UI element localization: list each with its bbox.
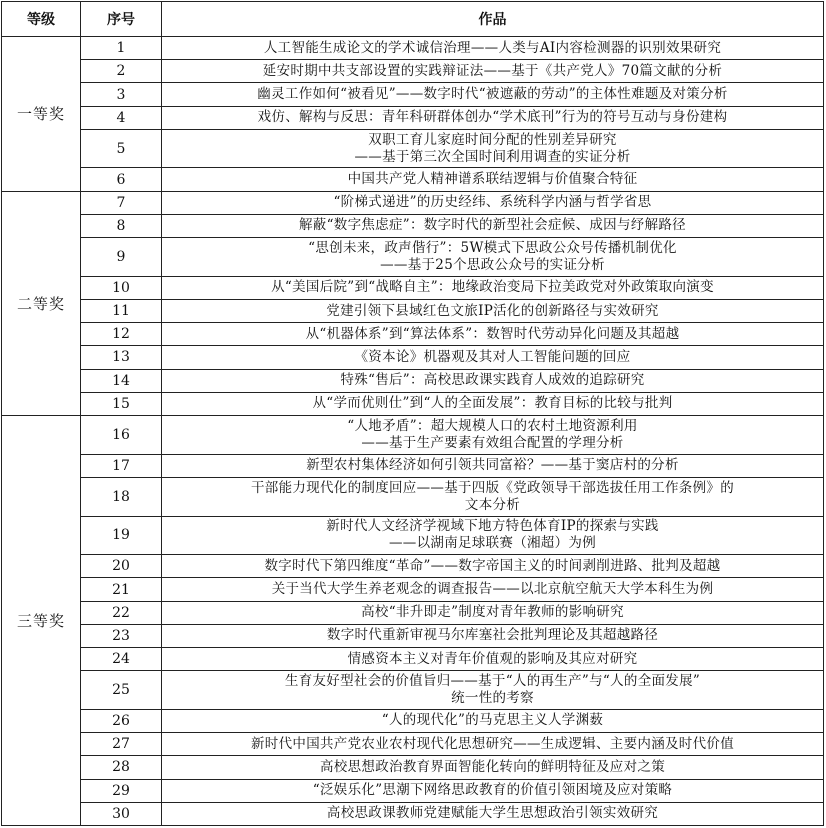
work-title-cell <box>162 624 824 647</box>
table-row <box>2 106 824 129</box>
work-title-line: ——基于生产要素有效组合配置的学理分析 <box>361 434 624 451</box>
work-title-line: 解蔽“数字焦虑症”：数字时代的新型社会症候、成因与纾解路径 <box>298 217 686 234</box>
work-title-cell <box>162 709 824 732</box>
number-cell: 2 <box>81 60 162 83</box>
table-row <box>2 238 824 277</box>
work-title-line: “人地矛盾”：超大规模人口的农村土地资源利用 <box>347 417 638 434</box>
number-cell: 23 <box>81 624 162 647</box>
number-cell: 1 <box>81 37 162 60</box>
work-title-cell <box>162 37 824 60</box>
number-cell: 9 <box>81 238 162 277</box>
number-cell: 27 <box>81 733 162 756</box>
work-title-cell <box>162 392 824 415</box>
awards-table <box>1 1 824 826</box>
table-row <box>2 299 824 322</box>
table-row <box>2 83 824 106</box>
table-row <box>2 191 824 214</box>
number-cell: 17 <box>81 454 162 477</box>
work-title-cell <box>162 671 824 710</box>
table-row <box>2 346 824 369</box>
work-title-line: 新时代中国共产党农业农村现代化思想研究——生成逻辑、主要内涵及时代价值 <box>251 735 734 752</box>
number-cell: 24 <box>81 648 162 671</box>
table-row <box>2 756 824 779</box>
number-cell: 21 <box>81 578 162 601</box>
table-row <box>2 37 824 60</box>
work-title-line: “思创未来，政声偕行”：5W模式下思政公众号传播机制优化 <box>308 239 677 256</box>
work-title-cell <box>162 601 824 624</box>
work-title-cell <box>162 60 824 83</box>
work-title-line: 高校思政课教师党建赋能大学生思想政治引领实效研究 <box>326 805 659 822</box>
work-title-line: 统一性的考察 <box>451 690 534 707</box>
work-title-cell <box>162 191 824 214</box>
work-title-cell <box>162 454 824 477</box>
work-title-cell <box>162 106 824 129</box>
work-title-cell <box>162 168 824 191</box>
number-cell: 13 <box>81 346 162 369</box>
work-title-line: 党建引领下县域红色文旅IP活化的创新路径与实效研究 <box>326 302 659 319</box>
work-title-line: 新型农村集体经济如何引领共同富裕？——基于窦店村的分析 <box>306 457 679 474</box>
table-row <box>2 709 824 732</box>
number-cell: 25 <box>81 671 162 710</box>
work-title-cell <box>162 756 824 779</box>
table-row <box>2 671 824 710</box>
table-row <box>2 779 824 802</box>
work-title-line: 《资本论》机器观及其对人工智能问题的回应 <box>354 348 631 365</box>
table-row <box>2 323 824 346</box>
work-title-line: 人工智能生成论文的学术诚信治理——人类与AI内容检测器的识别效果研究 <box>263 39 722 56</box>
header-number: 序号 <box>81 2 162 37</box>
work-title-cell <box>162 516 824 555</box>
table-row <box>2 392 824 415</box>
work-title-line: 高校“非升即走”制度对青年教师的影响研究 <box>361 604 624 621</box>
table-row <box>2 369 824 392</box>
work-title-line: 数字时代下第四维度“革命”——数字帝国主义的时间剥削进路、批判及超越 <box>264 557 721 574</box>
work-title-cell <box>162 323 824 346</box>
work-title-line: 中国共产党人精神谱系联结逻辑与价值聚合特征 <box>347 171 638 188</box>
header-work: 作品 <box>162 2 824 37</box>
work-title-cell <box>162 238 824 277</box>
work-title-cell <box>162 214 824 237</box>
number-cell: 10 <box>81 276 162 299</box>
work-title-line: 文本分析 <box>464 496 521 513</box>
number-cell: 12 <box>81 323 162 346</box>
number-cell: 29 <box>81 779 162 802</box>
work-title-line: 双职工育儿家庭时间分配的性别差异研究 <box>368 131 617 148</box>
table-row <box>2 214 824 237</box>
number-cell: 20 <box>81 555 162 578</box>
table-row <box>2 648 824 671</box>
header-row <box>2 2 824 37</box>
number-cell: 7 <box>81 191 162 214</box>
work-title-cell <box>162 83 824 106</box>
work-title-cell <box>162 477 824 516</box>
work-title-cell <box>162 346 824 369</box>
work-title-line: “阶梯式递进”的历史经纬、系统科学内涵与哲学省思 <box>333 194 652 211</box>
work-title-line: ——以湖南足球联赛（湘超）为例 <box>389 535 596 552</box>
work-title-line: “人的现代化”的马克思主义人学渊薮 <box>381 712 604 729</box>
number-cell: 5 <box>81 129 162 168</box>
work-title-line: 情感资本主义对青年价值观的影响及其应对研究 <box>347 650 638 667</box>
work-title-line: ——基于25个思政公众号的实证分析 <box>380 256 605 273</box>
table-row <box>2 168 824 191</box>
number-cell: 22 <box>81 601 162 624</box>
table-row <box>2 802 824 825</box>
work-title-cell <box>162 415 824 454</box>
table-row <box>2 601 824 624</box>
table-body <box>2 37 824 826</box>
work-title-line: 从“学而优则仕”到“人的全面发展”：教育目标的比较与批判 <box>312 395 673 412</box>
work-title-cell <box>162 129 824 168</box>
number-cell: 15 <box>81 392 162 415</box>
number-cell: 19 <box>81 516 162 555</box>
work-title-line: 关于当代大学生养老观念的调查报告——以北京航空航天大学本科生为例 <box>271 581 714 597</box>
number-cell: 3 <box>81 83 162 106</box>
number-cell: 6 <box>81 168 162 191</box>
table-row <box>2 555 824 578</box>
work-title-line: “泛娱乐化”思潮下网络思政教育的价值引领困境及应对策略 <box>312 782 673 799</box>
work-title-cell <box>162 802 824 825</box>
work-title-line: 戏仿、解构与反思：青年科研群体创办“学术底刊”行为的符号互动与身份建构 <box>257 109 728 126</box>
table-row <box>2 454 824 477</box>
work-title-cell <box>162 648 824 671</box>
work-title-line: 生育友好型社会的价值旨归——基于“人的再生产”与“人的全面发展” <box>284 673 701 690</box>
work-title-line: 从“机器体系”到“算法体系”：数智时代劳动异化问题及其超越 <box>305 325 680 342</box>
header-grade: 等级 <box>2 2 81 37</box>
number-cell: 26 <box>81 709 162 732</box>
work-title-line: 高校思想政治教育界面智能化转向的鲜明特征及应对之策 <box>320 758 665 775</box>
table-row <box>2 60 824 83</box>
work-title-line: 从“美国后院”到“战略自主”：地缘政治变局下拉美政党对外政策取向演变 <box>271 279 714 296</box>
work-title-cell <box>162 779 824 802</box>
work-title-line: 特殊“售后”：高校思政课实践育人成效的追踪研究 <box>340 372 645 389</box>
number-cell: 28 <box>81 756 162 779</box>
work-title-line: ——基于第三次全国时间利用调查的实证分析 <box>354 148 631 165</box>
work-title-cell <box>162 733 824 756</box>
grade-cell: 三等奖 <box>2 415 81 825</box>
work-title-line: 幽灵工作如何“被看见”——数字时代“被遮蔽的劳动”的主体性难题及对策分析 <box>257 86 728 102</box>
work-title-line: 新时代人文经济学视域下地方特色体育IP的探索与实践 <box>326 518 659 535</box>
work-title-line: 数字时代重新审视马尔库塞社会批判理论及其超越路径 <box>326 627 659 644</box>
grade-cell: 二等奖 <box>2 191 81 415</box>
table-row <box>2 578 824 601</box>
number-cell: 16 <box>81 415 162 454</box>
work-title-cell <box>162 299 824 322</box>
work-title-cell <box>162 555 824 578</box>
grade-cell: 一等奖 <box>2 37 81 192</box>
table-row <box>2 276 824 299</box>
number-cell: 30 <box>81 802 162 825</box>
table-row <box>2 477 824 516</box>
work-title-line: 延安时期中共支部设置的实践辩证法——基于《共产党人》70篇文献的分析 <box>262 62 723 79</box>
table-row <box>2 415 824 454</box>
work-title-cell <box>162 578 824 601</box>
number-cell: 18 <box>81 477 162 516</box>
work-title-cell <box>162 369 824 392</box>
table-row <box>2 624 824 647</box>
number-cell: 11 <box>81 299 162 322</box>
number-cell: 8 <box>81 214 162 237</box>
table-row <box>2 733 824 756</box>
number-cell: 4 <box>81 106 162 129</box>
number-cell: 14 <box>81 369 162 392</box>
work-title-line: 干部能力现代化的制度回应——基于四版《党政领导干部选拔任用工作条例》的 <box>251 479 734 496</box>
table-row <box>2 129 824 168</box>
table-row <box>2 516 824 555</box>
work-title-cell <box>162 276 824 299</box>
